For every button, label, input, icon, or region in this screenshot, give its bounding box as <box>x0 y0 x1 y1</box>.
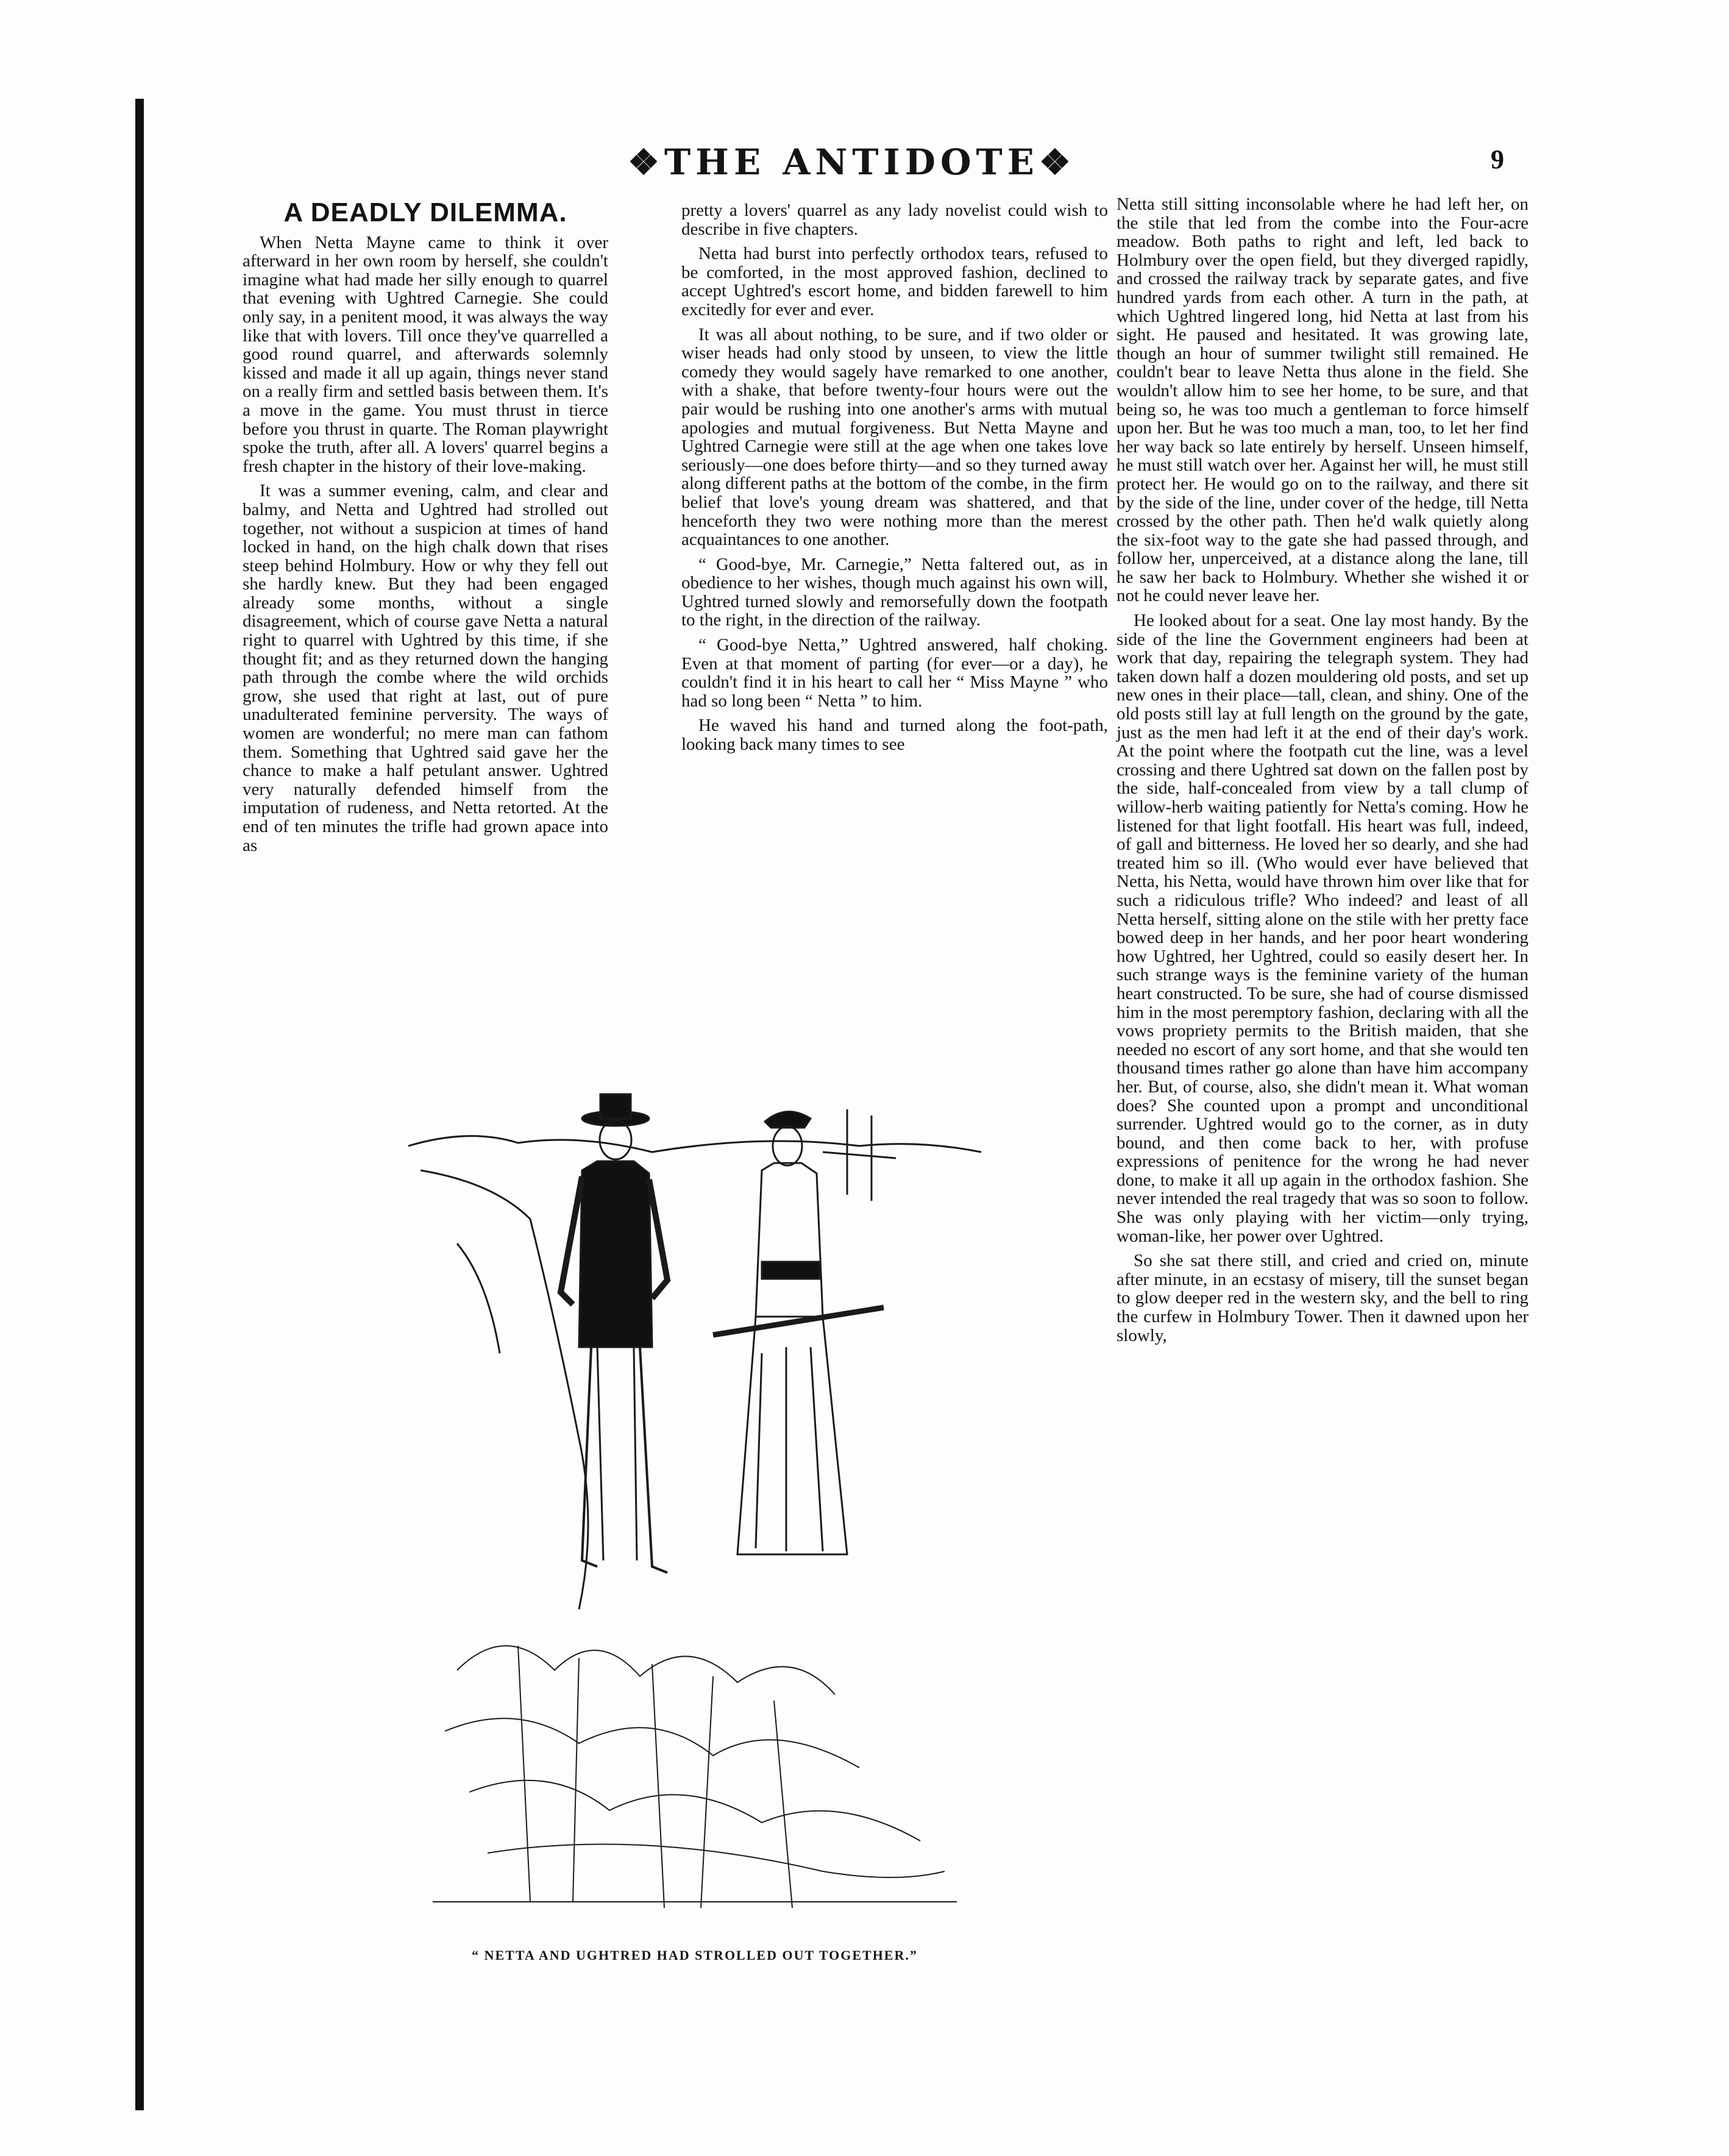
paragraph: When Netta Mayne came to think it over afterward in her own room by herself, she couldn't imagine what had made her silly enough to quarrel that evening with Ughtred Carnegie. She could only say, in a penitent mood, it was always the way like that with lovers. Till once they've quarrelled a good round quarrel, and afterwards solemnly kissed and made it all up again, things never stand on a really firm and settled basis between them. It's a move in the game. You must thrust in tierce before you thrust in quarte. The Roman playwright spoke the truth, after all. A lovers' quarrel begins a fresh chapter in the history of their love-making. <box>243 232 608 476</box>
paragraph: It was all about nothing, to be sure, and if two older or wiser heads had only stood by unseen, to view the little comedy they would sagely have remarked to one another, with a shake, that before twenty-four hours were out the pair would be rushing into one another's arms with mutual apologies and mutual forgiveness. But Netta Mayne and Ughtred Carnegie were still at the age when one takes love seriously—one does before thirty—and so they turned away along different paths at the bottom of the combe, in the firm belief that love's young dream was shattered, and that henceforth they two were nothing more than the merest acquaintances to one another. <box>681 324 1108 550</box>
paragraph: Netta had burst into perfectly orthodox tears, refused to be comforted, in the most approved fashion, declined to accept Ughtred's escort home, and bidden farewell to him excitedly for ever and ever. <box>681 244 1108 319</box>
left-margin-rule <box>135 99 144 2110</box>
paragraph: So she sat there still, and cried and cried on, minute after minute, in an ecstasy of misery, till the sunset began to glow deeper red in the western sky, and the bell to ring the curfew in Holmbury Tower. Then it dawned upon her slowly, <box>1117 1251 1528 1345</box>
paragraph: “ Good-bye Netta,” Ughtred answered, half choking. Even at that moment of parting (for ever—or a day), he couldn't find it in his heart to call her “ Miss Mayne ” who had so long been “ Netta ” to him. <box>681 635 1108 711</box>
woman-figure <box>713 1112 884 1554</box>
column-1 <box>243 197 608 861</box>
page-number: 9 <box>1491 144 1504 174</box>
paragraph: “ Good-bye, Mr. Carnegie,” Netta faltered out, as in obedience to her wishes, though much against his own will, Ughtred turned slowly and remorsefully down the footpath to the right, in the direction of the railway. <box>681 554 1108 630</box>
paragraph: He looked about for a seat. One lay most handy. By the side of the line the Government engineers had been at work that day, repairing the telegraph system. They had taken down half a dozen mouldering old posts, and set up new ones in their place—tall, clean, and shiny. One of the old posts still lay at full length on the ground by the gate, just as the men had left it at the end of their day's work. At the point where the footpath cut the line, was a level crossing and there Ughtred sat down on the fallen post by the side, half-concealed from view by a tall clump of willow-herb waiting patiently for Netta's coming. How he listened for that light footfall. His heart was full, indeed, of gall and bitterness. He loved her so dearly, and she had treated him so ill. (Who would ever have believed that Netta, his Netta, would have thrown him over like that for such a ridiculous trifle? Who indeed? and least of all Netta herself, sitting alone on the stile with her pretty face bowed deep in her hands, and her poor heart wondering how Ughtred, her Ughtred, could so easily desert her. In such strange ways is the feminine variety of the human heart constructed. To be sure, she had of course dismissed him in the most peremptory fashion, declaring with all the vows propriety permits to the British maiden, that she needed no escort of any sort home, and that she would ten thousand times rather go alone than have him accompany her. But, of course, also, she didn't mean it. What woman does? She counted upon a prompt and unconditional surrender. Ughtred would go to the corner, as in duty bound, and then come back to her, with profuse expressions of penitence for the wrong he had never done, to make it all up again in the orthodox fashion. She never intended the real tragedy that was so soon to follow. She was only playing with her victim—only trying, woman-like, her power over Ughtred. <box>1117 611 1528 1246</box>
foreground-bushes <box>433 1646 957 1908</box>
paragraph: It was a summer evening, calm, and clear and balmy, and Netta and Ughtred had strolled out together, not without a suspicion at times of hand locked in hand, on the high chalk down that rises steep behind Holmbury. How or why they fell out she hardly knew. But they had been engaged already some months, without a single disagreement, which of course gave Netta a natural right to quarrel with Ughtred by this time, if she thought fit; and as they returned down the hanging path through the combe where the wild orchids grow, she used that right at last, out of pure unadulterated feminine perversity. The ways of women are wonderful; no mere man can fathom them. Something that Ughtred said gave her the chance to make a half petulant answer. Ughtred very naturally defended himself from the imputation of rudeness, and Netta retorted. At the end of ten minutes the trifle had grown apace into as <box>243 481 608 855</box>
paragraph: Netta still sitting inconsolable where he had left her, on the stile that led from the combe into the Four-acre meadow. Both paths to right and left, led back to Holmbury over the open field, but they diverged rapidly, and crossed the railway track by separate gates, and five hundred yards from each other. A turn in the path, at which Ughtred lingered long, hid Netta at last from his sight. He paused and hesitated. It was growing late, though an hour of summer twilight still remained. He couldn't bear to leave Netta thus alone in the field. She wouldn't allow him to see her home, to be sure, and that being so, he was too much a gentleman to force himself upon her. But he was too much a man, too, to let her find her way back so late entirely by herself. Unseen himself, he must still watch over her. Against her will, he must still protect her. He would go on to the railway, and there sit by the side of the line, under cover of the hedge, till Netta crossed by the other path. Then he'd walk quietly along the six-foot way to the gate she had passed through, and follow her, unperceived, at a distance along the lane, till he saw her back to Holmbury. Whether she wished it or not he could never leave her. <box>1117 194 1528 606</box>
column-2 <box>681 201 1108 760</box>
paragraph: pretty a lovers' quarrel as any lady novelist could wish to describe in five chapters. <box>681 201 1108 239</box>
masthead: ❖THE ANTIDOTE❖ <box>628 141 1076 183</box>
column-3 <box>1117 195 1528 1351</box>
man-figure <box>561 1094 667 1573</box>
article-headline: A DEADLY DILEMMA. <box>283 197 567 227</box>
engraving-illustration <box>396 1061 993 1938</box>
paragraph: He waved his hand and turned along the foot-path, looking back many times to see <box>681 716 1108 755</box>
illustration-caption: “ NETTA AND UGHTRED HAD STROLLED OUT TOGETHER.” <box>472 1948 918 1963</box>
